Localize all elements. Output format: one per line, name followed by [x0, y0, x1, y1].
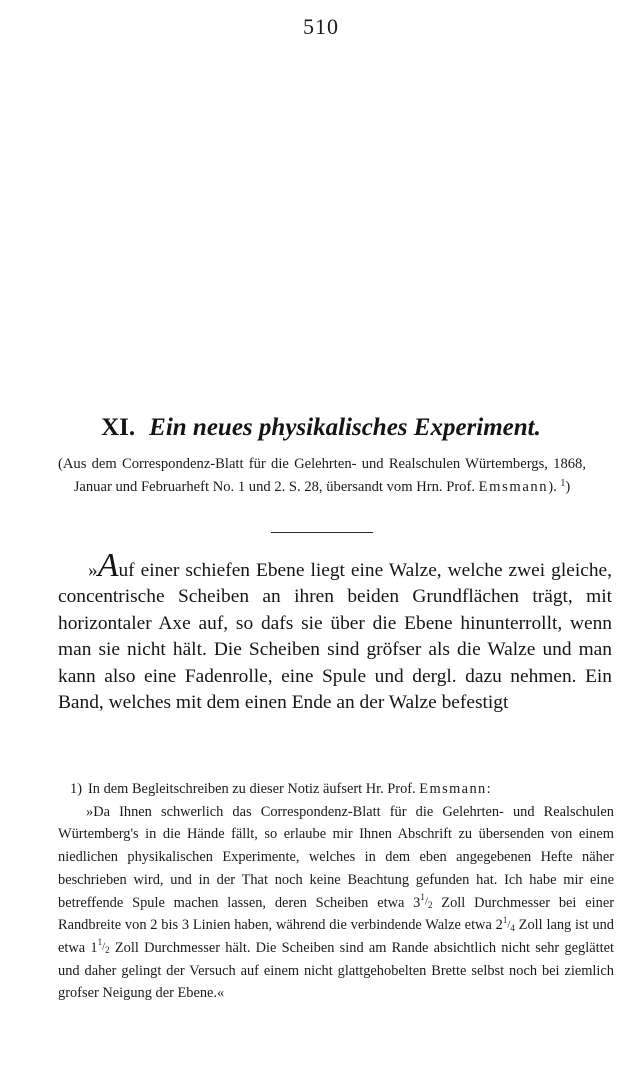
- body-paragraph: [58, 547, 612, 716]
- article-title: [0, 414, 642, 442]
- source-note-text: (Aus dem Correspondenz-Blatt für die Gelehrten- und Realschulen Würtembergs, 1868, Januar und Februarheft No. 1 und 2. S. 28, übersandt vom Hrn. Prof.: [58, 456, 586, 495]
- separator-rule: [271, 532, 373, 533]
- footnote-text-3: Zoll lang ist und etwa 1: [58, 917, 614, 956]
- fraction-one-half-2: $^1/_2$: [97, 937, 110, 956]
- source-note: [58, 454, 586, 497]
- footnote: [58, 778, 614, 1005]
- drop-capital: A: [97, 547, 119, 584]
- source-note-text-end: ).: [548, 479, 561, 495]
- footnote-reference: 1: [560, 478, 566, 489]
- footnote-text-4: Zoll Durchmesser hält. Die Scheiben sind am Rande absichtlich nicht sehr geglättet und daher gelingt der Versuch auf einem nicht glattgehobelten Brette selbst noch bei ziemlich grofser Neigung der Ebene.«: [58, 939, 614, 1002]
- footnote-text-2: Zoll Durchmesser bei einer Randbreite von 2 bis 3 Linien haben, während die verbindende Walze etwa 2: [58, 894, 614, 934]
- body-text: uf einer schiefen Ebene liegt eine Walze, welche zwei gleiche, concentrische Scheiben an ihren beiden Grundflächen trägt, mit horizontaler Axe auf, so dafs sie über die Ebene hinunterrollt, wenn man sie nicht hält. Die Scheiben sind gröfser als die Walze und man kann also eine Fadenrolle, eine Spule und dergl. dazu nehmen. Ein Band, welches mit dem einen Ende an der Walze befestigt: [58, 560, 612, 714]
- page-number: 510: [303, 14, 339, 39]
- fraction-one-half: $^1/_2$: [420, 891, 433, 910]
- source-note-close: ): [565, 479, 571, 495]
- footnote-author: Emsmann: [419, 781, 487, 797]
- opening-quote: »: [88, 560, 98, 581]
- footnote-marker: 1): [70, 781, 82, 797]
- title-text: Ein neues physikalisches Experiment.: [149, 414, 541, 441]
- section-numeral: XI.: [101, 414, 136, 441]
- fraction-one-quarter: $^1/_4$: [502, 914, 515, 933]
- footnote-intro-end: :: [486, 781, 491, 797]
- footnote-text-1: »Da Ihnen schwerlich das Correspondenz-Blatt für die Gelehrten- und Realschulen Würtemberg's in die Hände fällt, so erlaube mir Ihnen Abschrift zu übersenden von einem niedlichen physikalischen Experimente, welches in dem eben angegebenen Hefte näher beschrieben wird, und in der That noch keine Beachtung gefunden hat. Ich habe mir eine betreffende Spule machen lassen, deren Scheiben etwa 3: [58, 803, 614, 911]
- footnote-intro: In dem Begleitschreiben zu dieser Notiz äufsert Hr. Prof.: [88, 781, 420, 797]
- source-note-author: Emsmann: [478, 479, 549, 495]
